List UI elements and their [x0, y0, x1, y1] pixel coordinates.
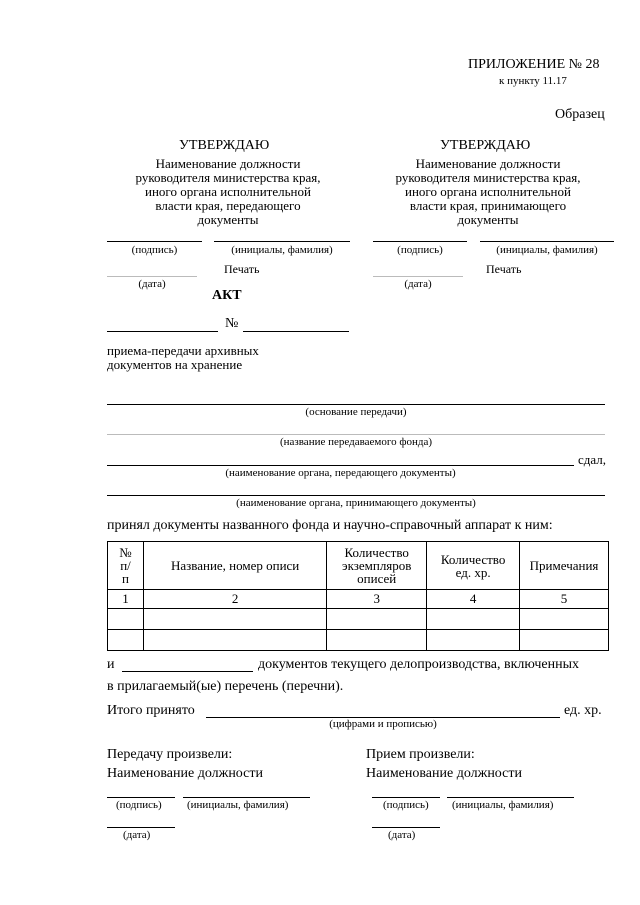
col-number-2: 2: [143, 590, 326, 609]
transfer-right-title: Прием произвели:: [366, 747, 475, 762]
total-label: Итого принято: [107, 703, 195, 718]
total-hint: (цифрами и прописью): [329, 718, 437, 730]
table-row: [108, 609, 609, 630]
total-units: ед. хр.: [564, 703, 602, 718]
approve-left-date-hint: (дата): [138, 278, 166, 290]
col-number-3: 3: [327, 590, 427, 609]
approve-right-date-line: [373, 276, 463, 277]
transfer-left-name-line: [183, 797, 310, 798]
basis-hint: (основание передачи): [305, 406, 407, 418]
act-number-sign: №: [225, 316, 239, 331]
accepted-text: принял документы названного фонда и научно-справочный аппарат к ним:: [107, 518, 553, 533]
act-title: АКТ: [212, 288, 242, 303]
approve-left-sign-line: [107, 241, 202, 242]
table-row: [108, 630, 609, 651]
approve-left-stamp: Печать: [224, 262, 260, 276]
act-number-line: [243, 331, 349, 332]
approve-left-date-line: [107, 276, 197, 277]
col-number-5: 5: [520, 590, 609, 609]
fund-hint: (название передаваемого фонда): [279, 436, 433, 448]
col-header-number: № п/п: [108, 542, 144, 590]
transfer-right-date-hint: (дата): [388, 829, 416, 841]
approve-right-sign-hint: (подпись): [397, 244, 443, 256]
sender-line: [107, 465, 574, 466]
approve-left-position: Наименование должности руководителя министерства края, иного органа исполнительной власти края, передающего документы: [135, 156, 321, 227]
current-and: и: [107, 657, 115, 672]
appendix-point: к пункту 11.17: [499, 75, 567, 87]
current-text-2: в прилагаемый(ые) перечень (перечни).: [107, 679, 344, 694]
approve-left-title: УТВЕРЖДАЮ: [179, 138, 270, 153]
transfer-right-sign-line: [372, 797, 440, 798]
approve-left-name-line: [214, 241, 350, 242]
col-header-units: Количество ед. хр.: [427, 542, 520, 590]
transfer-left-title: Передачу произвели:: [107, 747, 233, 762]
act-date-line: [107, 331, 218, 332]
col-header-notes: Примечания: [520, 542, 609, 590]
approve-right-name-hint: (инициалы, фамилия): [496, 244, 598, 256]
appendix-title: ПРИЛОЖЕНИЕ № 28: [468, 57, 600, 72]
transfer-right-date-line: [372, 827, 440, 828]
sample-label: Образец: [555, 107, 605, 122]
sender-hint: (наименование органа, передающего документы): [225, 467, 456, 479]
col-number-1: 1: [108, 590, 144, 609]
current-text-1: документов текущего делопроизводства, включенных: [258, 657, 579, 672]
approve-right-title: УТВЕРЖДАЮ: [440, 138, 531, 153]
receiver-line: [107, 495, 605, 496]
col-number-4: 4: [427, 590, 520, 609]
col-header-copies: Количество экземпляров описей: [327, 542, 427, 590]
approve-left-name-hint: (инициалы, фамилия): [231, 244, 333, 256]
transfer-right-position: Наименование должности: [366, 766, 522, 781]
approve-left-sign-hint: (подпись): [131, 244, 178, 256]
transfer-right-name-line: [447, 797, 574, 798]
act-subtitle: приема-передачи архивных документов на хранение: [107, 343, 259, 372]
transfer-left-date-hint: (дата): [123, 829, 151, 841]
transfer-left-sign-hint: (подпись): [116, 799, 162, 811]
fund-line: [107, 434, 605, 435]
transfer-left-name-hint: (инициалы, фамилия): [187, 799, 289, 811]
col-header-name: Название, номер описи: [143, 542, 326, 590]
current-count-line: [122, 671, 253, 672]
approve-right-sign-line: [373, 241, 467, 242]
transfer-left-sign-line: [107, 797, 175, 798]
transfer-right-name-hint: (инициалы, фамилия): [452, 799, 554, 811]
approve-right-date-hint: (дата): [404, 278, 432, 290]
approve-right-stamp: Печать: [486, 262, 522, 276]
basis-line: [107, 404, 605, 405]
transfer-left-position: Наименование должности: [107, 766, 263, 781]
approve-right-position: Наименование должности руководителя министерства края, иного органа исполнительной власти края, принимающего документы: [395, 156, 581, 227]
approve-right-name-line: [480, 241, 614, 242]
transfer-right-sign-hint: (подпись): [383, 799, 429, 811]
receiver-hint: (наименование органа, принимающего документы): [236, 497, 476, 509]
transfer-left-date-line: [107, 827, 175, 828]
documents-table: [107, 541, 609, 651]
handed-over-label: сдал,: [578, 452, 607, 467]
